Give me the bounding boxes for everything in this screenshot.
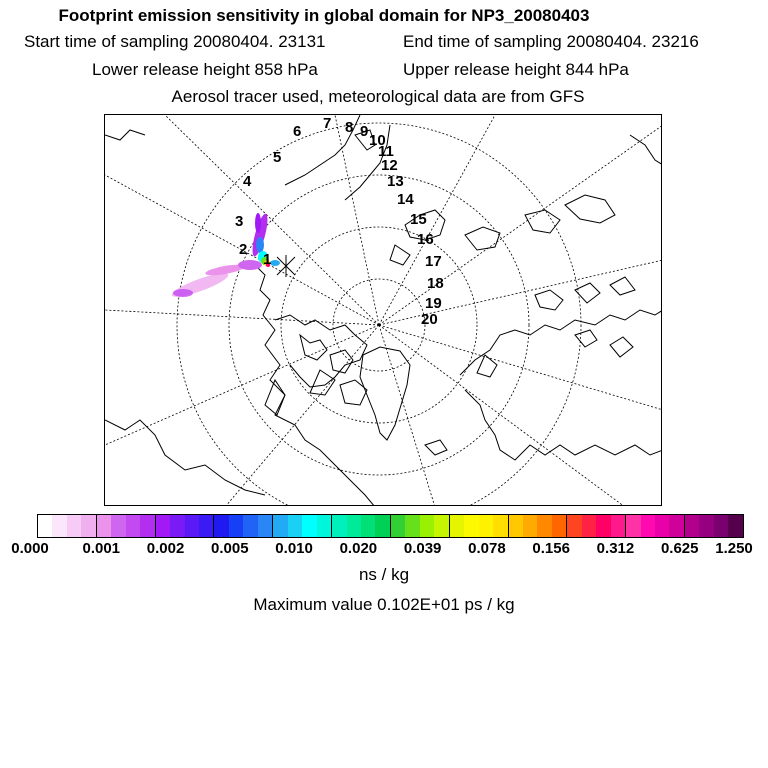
colorbar-segment [273, 515, 287, 537]
figure-title: Footprint emission sensitivity in global domain for NP3_20080403 [58, 6, 590, 25]
colorbar-segment [552, 515, 567, 537]
colorbar-segment [361, 515, 375, 537]
maximum-value: Maximum value 0.102E+01 ps / kg [253, 595, 515, 614]
upper-release-height: Upper release height 844 hPa [403, 60, 629, 79]
day-label-1: 1 [263, 251, 272, 268]
colorbar-segment [156, 515, 170, 537]
colorbar-tick-label: 0.156 [532, 540, 570, 557]
colorbar-tick-label: 0.010 [275, 540, 313, 557]
colorbar-tick-label: 0.001 [82, 540, 121, 557]
day-label-15: 15 [410, 211, 427, 228]
colorbar-segment [464, 515, 478, 537]
release-location-marker [277, 255, 295, 277]
day-label-11: 11 [378, 143, 394, 160]
colorbar-segment [229, 515, 243, 537]
colorbar-segment [434, 515, 449, 537]
colorbar-tick-label: 0.000 [11, 540, 49, 557]
colorbar-segment [611, 515, 626, 537]
day-label-20: 20 [421, 311, 438, 328]
colorbar-segment [170, 515, 184, 537]
colorbar-tick-label: 0.002 [146, 540, 185, 557]
day-label-17: 17 [425, 253, 442, 270]
colorbar-segment [523, 515, 537, 537]
day-label-8: 8 [345, 119, 354, 136]
colorbar-segment [258, 515, 273, 537]
day-label-2: 2 [239, 241, 248, 258]
colorbar-segment [655, 515, 669, 537]
colorbar-segment [405, 515, 419, 537]
day-label-3: 3 [235, 213, 244, 230]
colorbar-segment [97, 515, 111, 537]
day-label-19: 19 [425, 295, 442, 312]
colorbar-segment [332, 515, 346, 537]
colorbar-segment [479, 515, 493, 537]
colorbar-segment [347, 515, 361, 537]
colorbar-segment [214, 515, 228, 537]
colorbar-segment [596, 515, 610, 537]
colorbar-units: ns / kg [358, 565, 410, 584]
colorbar-tick-label: 0.020 [339, 540, 378, 557]
colorbar-segment [641, 515, 655, 537]
colorbar-segment [288, 515, 302, 537]
colorbar-segment [450, 515, 464, 537]
day-label-10: 10 [369, 132, 386, 149]
map-panel [104, 114, 662, 506]
colorbar-tick-label: 0.039 [403, 540, 442, 557]
colorbar-segment [126, 515, 140, 537]
colorbar-segment [685, 515, 699, 537]
day-label-12: 12 [381, 157, 398, 174]
colorbar-tick-label: 1.250 [715, 540, 753, 557]
colorbar-segment [728, 515, 742, 537]
colorbar-segment [111, 515, 125, 537]
colorbar-segment [317, 515, 332, 537]
latitude-circles [177, 123, 581, 506]
colorbar-tick-label: 0.005 [211, 540, 249, 557]
day-label-16: 16 [417, 231, 434, 248]
colorbar-segment [391, 515, 405, 537]
tracer-note: Aerosol tracer used, meteorological data are from GFS [171, 87, 585, 106]
colorbar-segment [302, 515, 316, 537]
day-label-13: 13 [387, 173, 404, 190]
colorbar-segment [52, 515, 66, 537]
colorbar-segment [38, 515, 52, 537]
colorbar [37, 514, 744, 538]
day-label-5: 5 [273, 149, 282, 166]
day-label-18: 18 [427, 275, 444, 292]
colorbar-segment [140, 515, 155, 537]
colorbar-segment [537, 515, 551, 537]
colorbar-segment [81, 515, 96, 537]
colorbar-segment [375, 515, 390, 537]
colorbar-segment [699, 515, 713, 537]
day-label-6: 6 [293, 123, 302, 140]
colorbar-tick-label: 0.078 [468, 540, 506, 557]
colorbar-tick-label: 0.312 [596, 540, 635, 557]
colorbar-segment [567, 515, 581, 537]
colorbar-segment [626, 515, 640, 537]
colorbar-segment [243, 515, 257, 537]
day-label-7: 7 [323, 115, 332, 132]
end-time: End time of sampling 20080404. 23216 [403, 32, 699, 51]
lower-release-height: Lower release height 858 hPa [92, 60, 318, 79]
colorbar-segment [67, 515, 81, 537]
colorbar-segment [669, 515, 684, 537]
colorbar-tick-label: 0.625 [660, 540, 699, 557]
colorbar-segment [420, 515, 434, 537]
colorbar-segment [199, 515, 214, 537]
day-label-14: 14 [397, 191, 414, 208]
colorbar-segment [493, 515, 508, 537]
colorbar-segment [509, 515, 523, 537]
start-time: Start time of sampling 20080404. 23131 [24, 32, 326, 51]
colorbar-segment [714, 515, 728, 537]
day-label-9: 9 [360, 123, 369, 140]
day-label-4: 4 [243, 173, 252, 190]
colorbar-segment [582, 515, 596, 537]
colorbar-segment [185, 515, 199, 537]
